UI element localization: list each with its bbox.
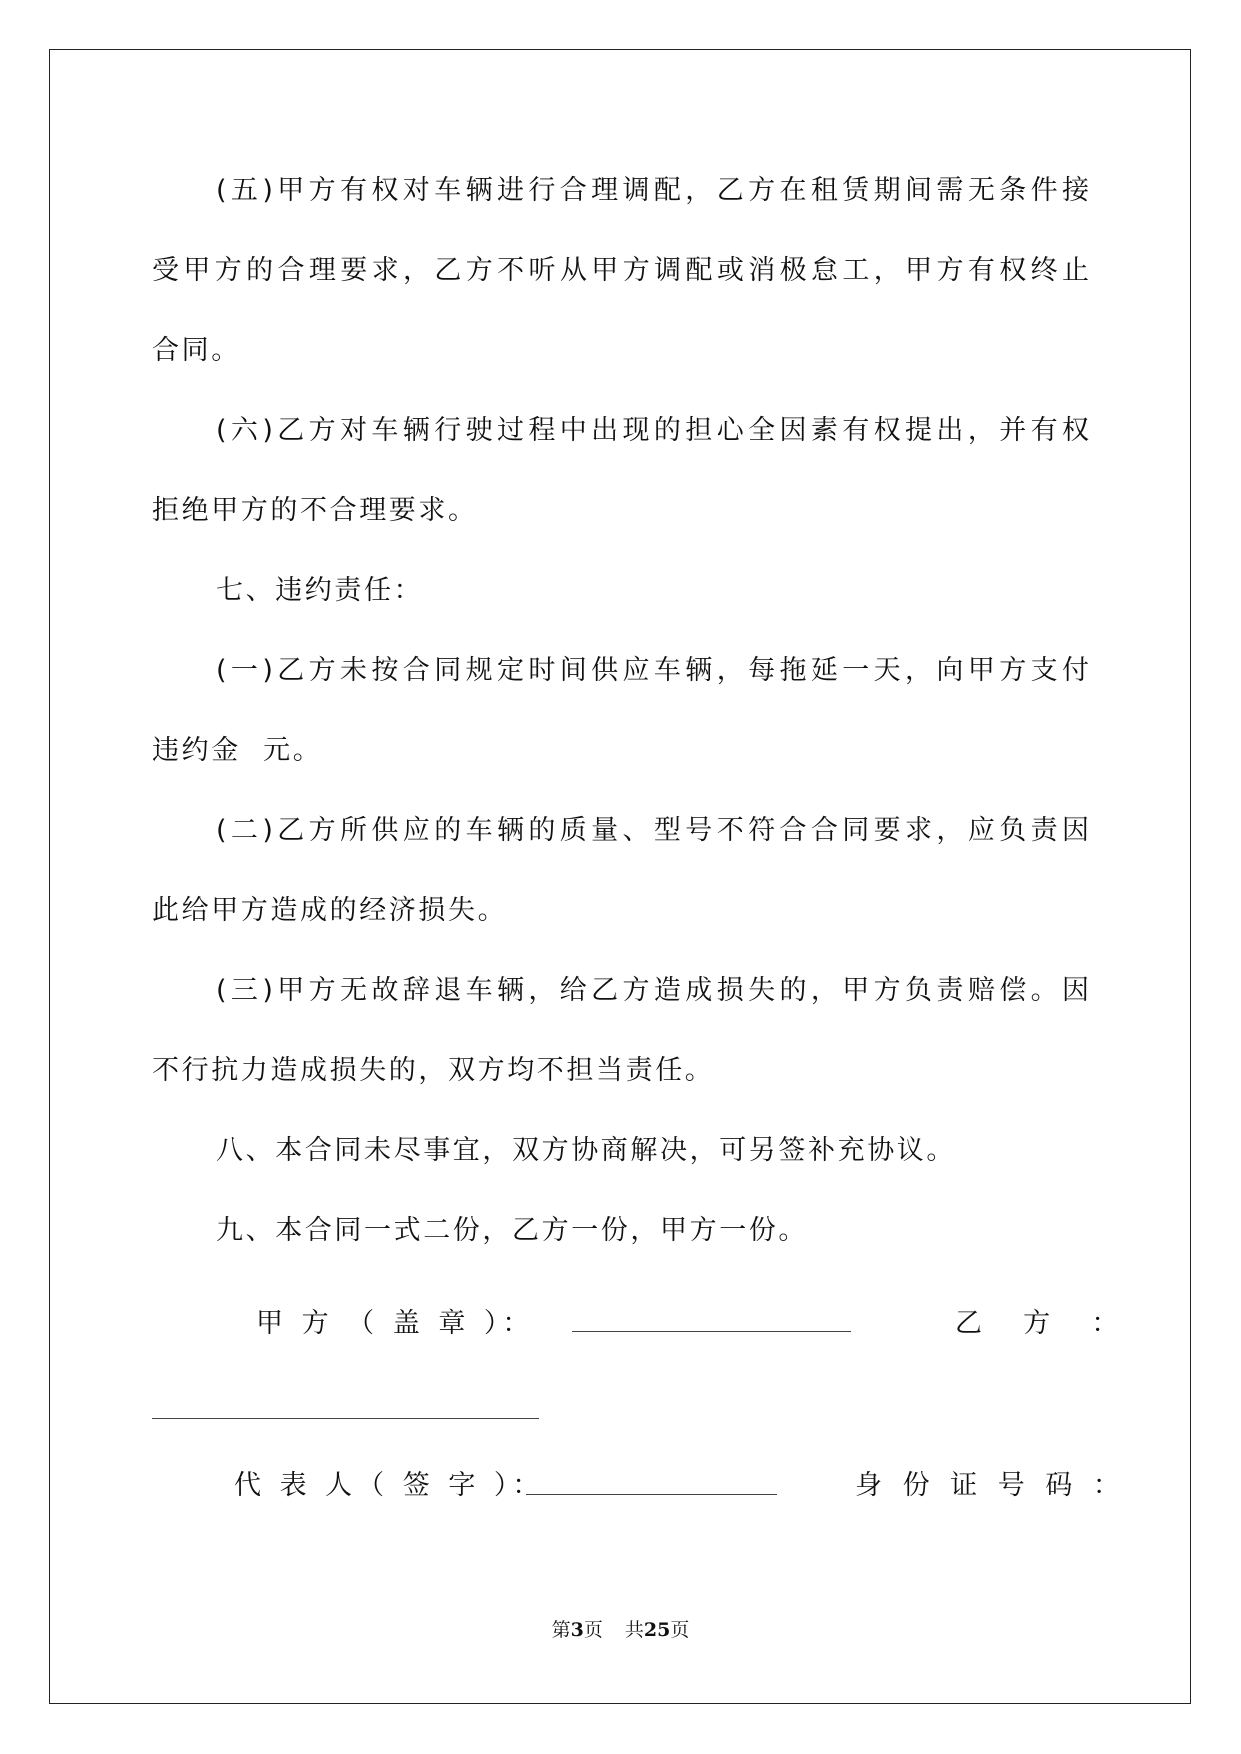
section-7-item-1-line-1: (一)乙方未按合同规定时间供应车辆，每拖延一天，向甲方支付 xyxy=(216,655,1089,686)
page-total: 25 xyxy=(643,1619,671,1641)
page-prefix: 第 xyxy=(551,1619,571,1641)
total-suffix: 页 xyxy=(670,1619,690,1641)
representative-sign-underline xyxy=(526,1494,777,1495)
section-7-item-3-line-1: (三)甲方无故辞退车辆，给乙方造成损失的，甲方负责赔偿。因 xyxy=(216,975,1089,1006)
clause-6-line-2: 拒绝甲方的不合理要求。 xyxy=(152,495,478,526)
total-prefix: 共 xyxy=(624,1619,644,1641)
section-7-item-3-line-2: 不行抗力造成损失的，双方均不担当责任。 xyxy=(152,1055,715,1086)
party-b-label: 乙 方 ： xyxy=(955,1308,1127,1339)
section-7-item-2-line-2: 此给甲方造成的经济损失。 xyxy=(152,895,508,926)
page-current: 3 xyxy=(570,1619,584,1641)
section-9: 九、本合同一式二份，乙方一份，甲方一份。 xyxy=(216,1215,808,1246)
page-suffix: 页 xyxy=(583,1619,603,1641)
party-b-underline xyxy=(152,1418,539,1419)
clause-5-line-1: (五)甲方有权对车辆进行合理调配，乙方在租赁期间需无条件接 xyxy=(216,175,1089,206)
section-7-item-2-line-1: (二)乙方所供应的车辆的质量、型号不符合合同要求，应负责因 xyxy=(216,815,1089,846)
page-border xyxy=(49,49,1191,1704)
clause-5-line-3: 合同。 xyxy=(152,335,241,366)
page-footer xyxy=(0,1618,1241,1642)
section-7-heading: 七、违约责任： xyxy=(216,575,424,606)
section-8: 八、本合同未尽事宜，双方协商解决，可另签补充协议。 xyxy=(216,1135,956,1166)
clause-5-line-2: 受甲方的合理要求，乙方不听从甲方调配或消极怠工，甲方有权终止 xyxy=(152,255,1089,286)
representative-sign-label: 代 表 人（ 签 字 ）： xyxy=(234,1470,545,1501)
id-number-label: 身 份 证 号 码 ： xyxy=(855,1470,1126,1501)
party-a-seal-label: 甲 方 （ 盖 章 ）： xyxy=(256,1308,535,1339)
clause-6-line-1: (六)乙方对车辆行驶过程中出现的担心全因素有权提出，并有权 xyxy=(216,415,1089,446)
section-7-item-1-line-2: 违约金 元。 xyxy=(152,735,323,766)
party-a-seal-underline xyxy=(572,1331,851,1332)
